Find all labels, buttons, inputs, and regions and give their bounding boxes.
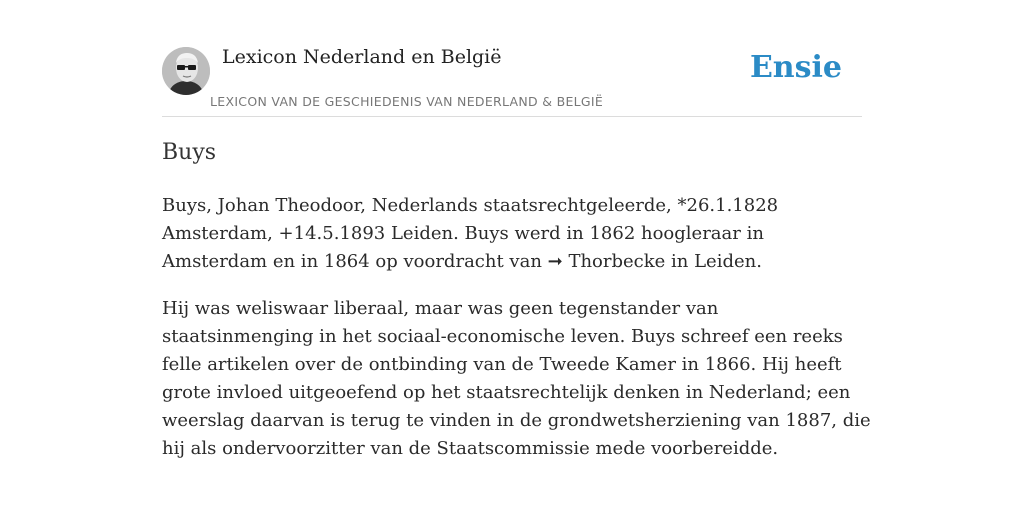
article-paragraph-1: Buys, Johan Theodoor, Nederlands staatsrechtgeleerde, *26.1.1828 Amsterdam, +14.5.1893 Leiden. Buys werd in 1862 hoogleraar in Amsterdam en in 1864 op voordracht van ➞ Thorbecke in Leiden. xyxy=(162,195,779,272)
ensie-logo-link[interactable]: Ensie xyxy=(749,50,842,85)
article-paragraph-2: Hij was weliswaar liberaal, maar was geen tegenstander van staatsinmenging in het sociaal-economische leven. Buys schreef een reeks felle artikelen over de ontbinding van de Tweede Kamer in 1866. Hij heeft grote invloed uitgeoefend op het staatsrechtelijk denken in Nederland; een weerslag daarvan is terug te vinden in de grondwetsherziening van 1887, die hij als ondervoorzitter van de Staatscommissie mede voorbereidde. xyxy=(162,298,871,459)
author-avatar[interactable] xyxy=(162,47,210,95)
article-body xyxy=(162,192,874,482)
article-title: Buys xyxy=(162,140,217,165)
site-name-link[interactable]: Lexicon Nederland en België xyxy=(222,46,502,68)
site-subtitle: LEXICON VAN DE GESCHIEDENIS VAN NEDERLAND & BELGIË xyxy=(210,94,604,109)
avatar-portrait xyxy=(162,47,210,95)
site-header xyxy=(162,44,862,117)
